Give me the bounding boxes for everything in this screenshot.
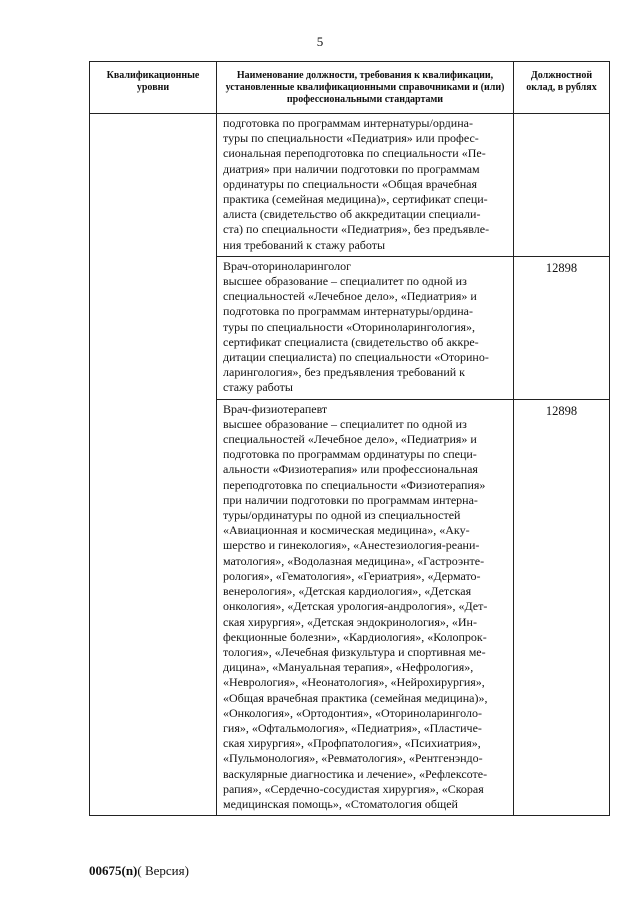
header-salary: Должностной оклад, в рублях	[514, 62, 610, 114]
cell-position	[217, 256, 514, 399]
text-line: подготовка по программам интернатуры/ордина-	[223, 304, 473, 319]
text-line: васкулярные диагностика и лечение», «Рефлексоте-	[223, 766, 488, 781]
text-line: Врач-физиотерапевт	[223, 401, 328, 416]
text-line: туры/ординатуры по одной из специальностей	[223, 508, 461, 523]
text-line: специальностей «Лечебное дело», «Педиатрия» и	[223, 432, 477, 447]
text-line: дитации специалиста) по специальности «Оторино-	[223, 350, 489, 365]
text-line: сертификат специалиста (свидетельство об аккре-	[223, 334, 479, 349]
text-line: тология», «Лечебная физкультура и спортивная ме-	[223, 644, 486, 659]
header-level: Квалификационные уровни	[90, 62, 217, 114]
text-line: дицина», «Мануальная терапия», «Нефрология»,	[223, 660, 474, 675]
cell-level	[90, 114, 217, 816]
text-line: практика (семейная медицина)», сертификат специ-	[223, 192, 488, 207]
text-line: при наличии подготовки по программам интерна-	[223, 492, 478, 507]
table-row	[90, 114, 610, 257]
cell-position	[217, 399, 514, 815]
text-line: «Общая врачебная практика (семейная медицина)»,	[223, 690, 488, 705]
cell-salary	[514, 114, 610, 257]
text-line: онкология», «Детская урология-андрология», «Дет-	[223, 599, 488, 614]
text-line: Врач-оториноларинголог	[223, 258, 352, 273]
text-line: диатрия» при наличии подготовки по программам	[223, 161, 480, 176]
document-code: 00675(n)	[89, 863, 138, 878]
text-line: «Авиационная и космическая медицина», «Аку-	[223, 523, 470, 538]
text-line: ларингология», без предъявления требований к	[223, 365, 465, 380]
text-line: туры по специальности «Оториноларингология»,	[223, 319, 476, 334]
salary-value	[514, 114, 609, 118]
text-line: альности «Физиотерапия» или профессиональная	[223, 462, 478, 477]
text-line: медицинская помощь», «Стоматология общей	[223, 796, 458, 811]
text-line: алиста (свидетельство об аккредитации специали-	[223, 207, 481, 222]
text-line: «Неврология», «Неонатология», «Нейрохирургия»,	[223, 675, 485, 690]
text-line: матология», «Водолазная медицина», «Гастроэнте-	[223, 553, 485, 568]
text-line: высшее образование – специалитет по одной из	[223, 416, 467, 431]
salary-value: 12898	[545, 260, 578, 275]
text-line: гия», «Офтальмология», «Педиатрия», «Пластиче-	[223, 720, 482, 735]
text-line: переподготовка по специальности «Физиотерапия»	[223, 477, 486, 492]
qualification-table	[89, 61, 610, 816]
document-version: ( Версия)	[137, 863, 189, 878]
text-line: подготовка по программам интернатуры/ордина-	[223, 116, 473, 130]
text-line: специальностей «Лечебное дело», «Педиатрия» и	[223, 289, 477, 304]
cell-salary	[514, 256, 610, 399]
cell-salary	[514, 399, 610, 815]
text-line: стажу работы	[223, 380, 293, 395]
text-line: туры по специальности «Педиатрия» или профес-	[223, 131, 479, 146]
text-line: высшее образование – специалитет по одной из	[223, 274, 467, 289]
salary-value: 12898	[545, 403, 578, 418]
text-line: ская хирургия», «Детская эндокринология», «Ин-	[223, 614, 477, 629]
document-footer	[89, 863, 189, 879]
text-line: подготовка по программам ординатуры по специ-	[223, 447, 477, 462]
text-line: фекционные болезни», «Кардиология», «Колопрок-	[223, 629, 487, 644]
text-line: шерство и гинекология», «Анестезиология-реани-	[223, 538, 480, 553]
text-line: ста) по специальности «Педиатрия», без предъявле-	[223, 222, 490, 237]
text-line: «Пульмонология», «Ревматология», «Рентгенэндо-	[223, 751, 483, 766]
text-line: сиональная переподготовка по специальности «Пе-	[223, 146, 486, 161]
page-number: 5	[316, 34, 324, 49]
text-line: венерология», «Детская кардиология», «Детская	[223, 584, 472, 599]
header-position: Наименование должности, требования к квалификации, установленные квалификационными справочниками и (или) профессиональными стандартами	[217, 62, 514, 114]
cell-position	[217, 114, 514, 257]
text-line: рапия», «Сердечно-сосудистая хирургия», «Скорая	[223, 781, 484, 796]
text-line: ская хирургия», «Профпатология», «Психиатрия»,	[223, 736, 481, 751]
text-line: ния требований к стажу работы	[223, 237, 386, 252]
text-line: ординатуры по специальности «Общая врачебная	[223, 176, 478, 191]
text-line: рология», «Гематология», «Гериатрия», «Дермато-	[223, 568, 481, 583]
text-line: «Онкология», «Ортодонтия», «Оториноларинголо-	[223, 705, 483, 720]
table-header-row	[90, 62, 610, 114]
